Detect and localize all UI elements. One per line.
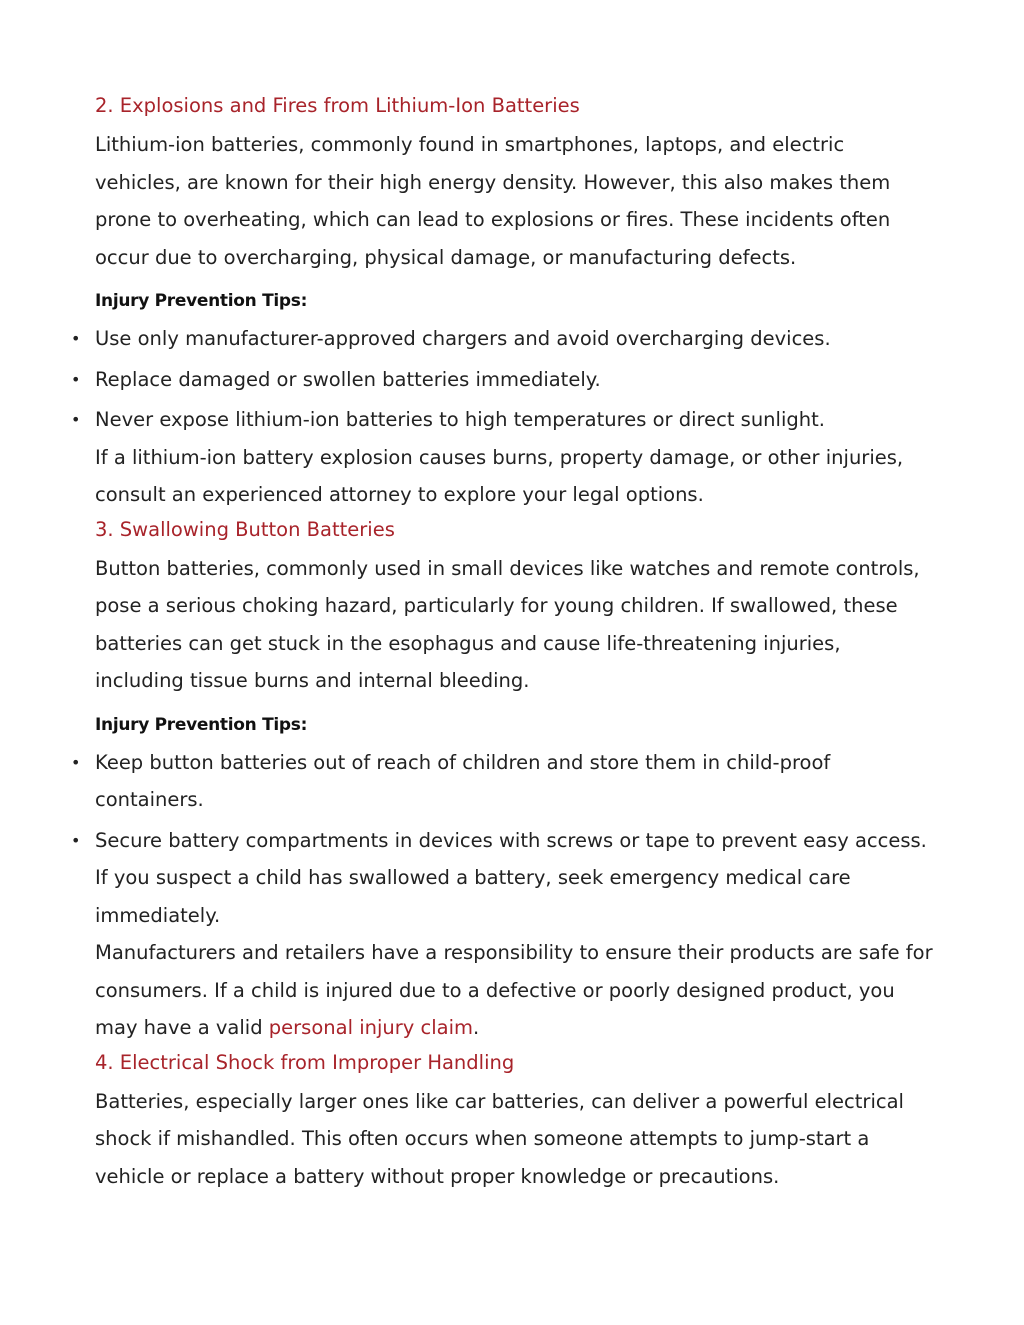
- bullet-icon: •: [71, 329, 81, 348]
- section-closing-lithium-ion: If a lithium-ion battery explosion causes burns, property damage, or other injuries, consult an experienced attorney to explore your legal options.: [95, 445, 904, 506]
- bullet-icon: •: [71, 830, 81, 850]
- section-intro-electrical-shock: Batteries, especially larger ones like car batteries, can deliver a powerful electrical shock if mishandled. This often occurs when someone attempts to jump-start a vehicle or replace a battery without proper knowledge or precautions.: [95, 1089, 904, 1188]
- document-page: [71, 92, 935, 1195]
- tips-list-lithium-ion: [71, 320, 935, 439]
- list-item: [71, 361, 935, 399]
- section-heading-button-batteries: 3. Swallowing Button Batteries: [95, 517, 395, 541]
- list-item-text: Secure battery compartments in devices with screws or tape to prevent easy access.: [95, 828, 927, 852]
- tips-title-lithium-ion: Injury Prevention Tips:: [95, 291, 308, 311]
- list-item-text: Use only manufacturer-approved chargers and avoid overcharging devices.: [95, 327, 831, 350]
- personal-injury-claim-link[interactable]: personal injury claim: [268, 1016, 473, 1039]
- claim-text-before: Manufacturers and retailers have a responsibility to ensure their products are safe for consumers. If a child is injured due to a defective or poorly designed product, you may have a valid: [95, 941, 933, 1039]
- list-item: [71, 744, 935, 819]
- list-item-text: Never expose lithium-ion batteries to high temperatures or direct sunlight.: [95, 408, 825, 431]
- section-heading-lithium-ion: 2. Explosions and Fires from Lithium-Ion Batteries: [95, 94, 580, 117]
- tips-list-button-batteries: [71, 744, 935, 860]
- list-item: [71, 401, 935, 439]
- section-heading-electrical-shock: 4. Electrical Shock from Improper Handling: [95, 1050, 515, 1074]
- claim-text-after: .: [473, 1016, 480, 1039]
- section-closing-button-batteries: If you suspect a child has swallowed a battery, seek emergency medical care immediately.: [95, 866, 851, 927]
- list-item-text: Replace damaged or swollen batteries immediately.: [95, 367, 601, 391]
- section-intro-button-batteries: Button batteries, commonly used in small devices like watches and remote controls, pose a serious choking hazard, particularly for young children. If swallowed, these batteries can get stuck in the esophagus and cause life-threatening injuries, including tissue burns and internal bleeding.: [95, 556, 920, 692]
- section-intro-lithium-ion: Lithium-ion batteries, commonly found in smartphones, laptops, and electric vehicles, are known for their high energy density. However, this also makes them prone to overheating, which can lead to explosions or fires. These incidents often occur due to overcharging, physical damage, or manufacturing defects.: [95, 133, 891, 269]
- list-item-text: Keep button batteries out of reach of children and store them in child-proof containers.: [95, 750, 831, 811]
- bullet-icon: •: [71, 410, 81, 429]
- section-closing-claim: [95, 934, 935, 1047]
- bullet-icon: •: [71, 369, 81, 389]
- tips-title-button-batteries: Injury Prevention Tips:: [95, 714, 308, 735]
- bullet-icon: •: [71, 752, 81, 772]
- list-item: [71, 822, 935, 860]
- list-item: [71, 320, 935, 358]
